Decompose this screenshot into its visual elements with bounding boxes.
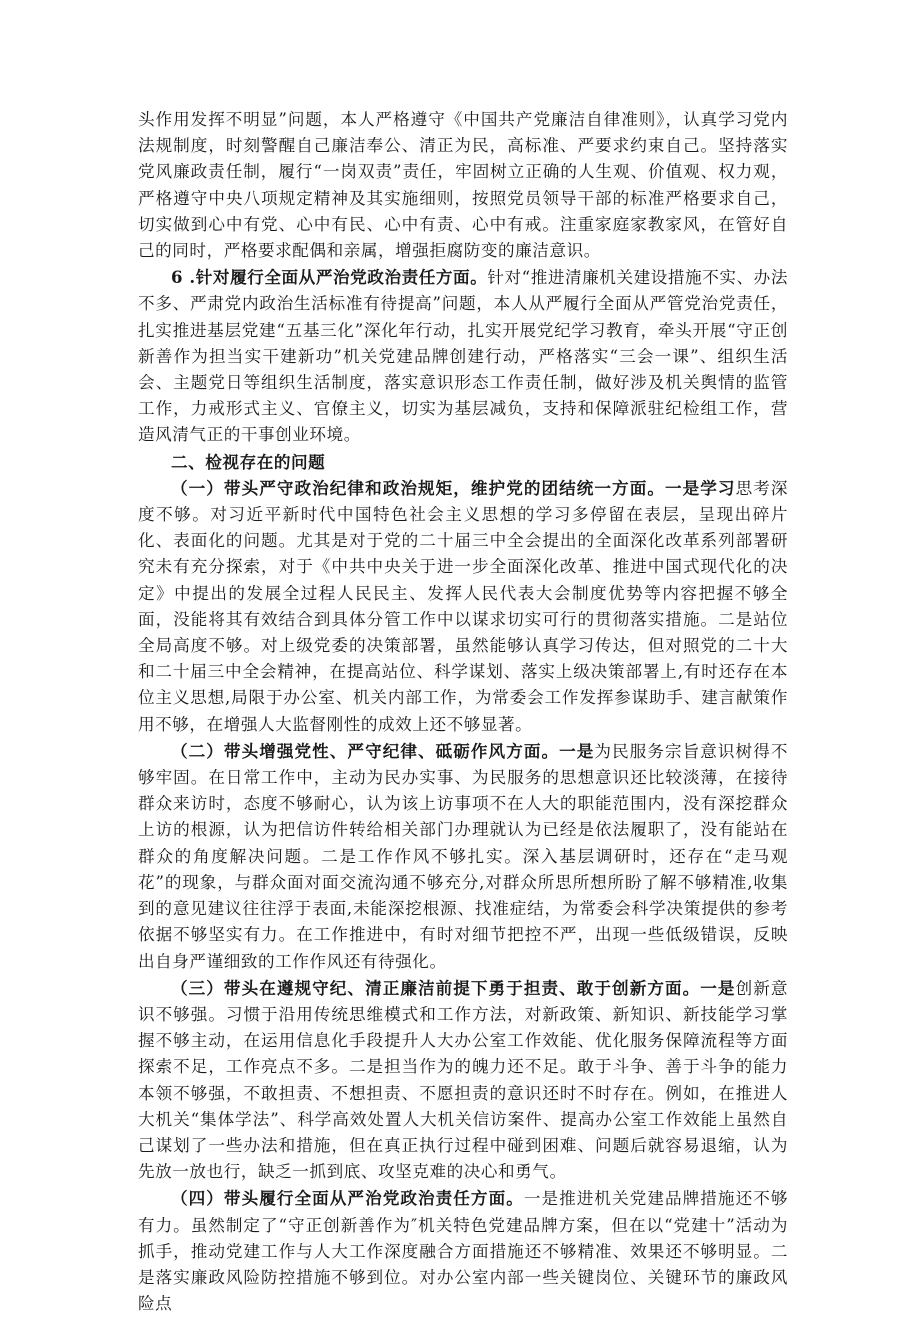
section-title: 二、检视存在的问题 [171, 451, 326, 472]
paragraph-text: 针对“推进清廉机关建设措施不实、办法不多、严肃党内政治生活标准有待提高”问题，本人从严履行全面从严管党治党责任，扎实推进基层党建“五基三化”深化年行动，扎实开展党纪学习教育，牵头开展“守正创新善作为担当实干建新功”机关党建品牌创建行动，严格落实“三会一课”、组织生活会、主题党日等组织生活制度，落实意识形态工作责任制，做好涉及机关舆情的监管工作，力戒形式主义、官僚主义，切实为基层减负，支持和保障派驻纪检组工作，营造风清气正的干事创业环境。 [138, 268, 788, 445]
paragraph-problem-2 [138, 738, 788, 975]
paragraph-problem-4 [138, 1185, 788, 1317]
paragraph-text: 头作用发挥不明显”问题，本人严格遵守《中国共产党廉洁自律准则》，认真学习党内法规制度，时刻警醒自己廉洁奉公、清正为民，高标准、严要求约束自己。坚持落实党风廉政责任制，履行“一岗双责”责任，牢固树立正确的人生观、价值观、权力观，严格遵守中央八项规定精神及其实施细则，按照党员领导干部的标准严格要求自己，切实做到心中有党、心中有民、心中有责、心中有戒。注重家庭家教家风，在管好自己的同时，严格要求配偶和亲属，增强拒腐防变的廉洁意识。 [138, 110, 788, 261]
paragraph-heading: （三）带头在遵规守纪、清正廉洁前提下勇于担责、敢于创新方面。一是 [171, 977, 736, 998]
paragraph-problem-1 [138, 475, 788, 738]
paragraph-heading: （一）带头严守政治纪律和政治规矩，维护党的团结统一方面。一是学习 [171, 477, 736, 498]
paragraph-heading: （四）带头履行全面从严治党政治责任方面。 [171, 1188, 524, 1209]
document-page [138, 107, 788, 1317]
paragraph-heading: （二）带头增强党性、严守纪律、砥砺作风方面。一是 [171, 740, 595, 761]
paragraph-item-6 [138, 264, 788, 448]
paragraph-text: 一是推进机关党建品牌措施还不够有力。虽然制定了“守正创新善作为″机关特色党建品牌方案，但在以“党建十”活动为抓手，推动党建工作与人大工作深度融合方面措施还不够精准、效果还不够明显。二是落实廉政风险防控措施不够到位。对办公室内部一些关键岗位、关键环节的廉政风险点 [138, 1189, 789, 1314]
paragraph-party-discipline [138, 107, 788, 264]
paragraph-text: 创新意识不够强。习惯于沿用传统思维模式和工作方法，对新政策、新知识、新技能学习掌握不够主动，在运用信息化手段提升人大办公室工作效能、优化服务保障流程等方面探索不足，工作亮点不多。二是担当作为的魄力还不足。敢于斗争、善于斗争的能力本领不够强，不敢担责、不想担责、不愿担责的意识还时不时存在。例如，在推进人大机关“集体学法”、科学高效处置人大机关信访案件、提高办公室工作效能上虽然自己谋划了一些办法和措施，但在真正执行过程中碰到困难、问题后就容易退缩，认为先放一放也行，缺乏一抓到底、攻坚克难的决心和勇气。 [138, 978, 788, 1182]
paragraph-problem-3 [138, 975, 788, 1186]
paragraph-text: 为民服务宗旨意识树得不够牢固。在日常工作中，主动为民办实事、为民服务的思想意识还比较淡薄，在接待群众来访时，态度不够耐心，认为该上访事项不在人大的职能范围内，没有深挖群众上访的根源，认为把信访件转给相关部门办理就认为已经是依法履职了，没有能站在群众的角度解决问题。二是工作作风不够扎实。深入基层调研时，还存在“走马观花”的现象，与群众面对面交流沟通不够充分,对群众所思所想所盼了解不够精准,收集到的意见建议往往浮于表面,未能深挖根源、找准症结，为常委会科学决策提供的参考依据不够坚实有力。在工作推进中，有时对细节把控不严，出现一些低级错误，反映出自身严谨细致的工作作风还有待强化。 [138, 741, 788, 971]
paragraph-heading: 6 .针对履行全面从严治党政治责任方面。 [171, 267, 488, 288]
paragraph-text: 思考深度不够。对习近平新时代中国特色社会主义思想的学习多停留在表层，呈现出碎片化、表面化的问题。尤其是对于党的二十届三中全会提出的全面深化改革系列部署研究未有充分探索，对于《中共中央关于进一步全面深化改革、推进中国式现代化的决定》中提出的发展全过程人民民主、发挥人民代表大会制度优势等内容把握不够全面，没能将其有效结合到具体分管工作中以谋求切实可行的贯彻落实措施。二是站位全局高度不够。对上级党委的决策部署，虽然能够认真学习传达，但对照党的二十大和二十届三中全会精神，在提高站位、科学谋划、落实上级决策部署上,有时还存在本位主义思想,局限于办公室、机关内部工作，为常委会工作发挥参谋助手、建言献策作用不够，在增强人大监督刚性的成效上还不够显著。 [138, 478, 788, 734]
